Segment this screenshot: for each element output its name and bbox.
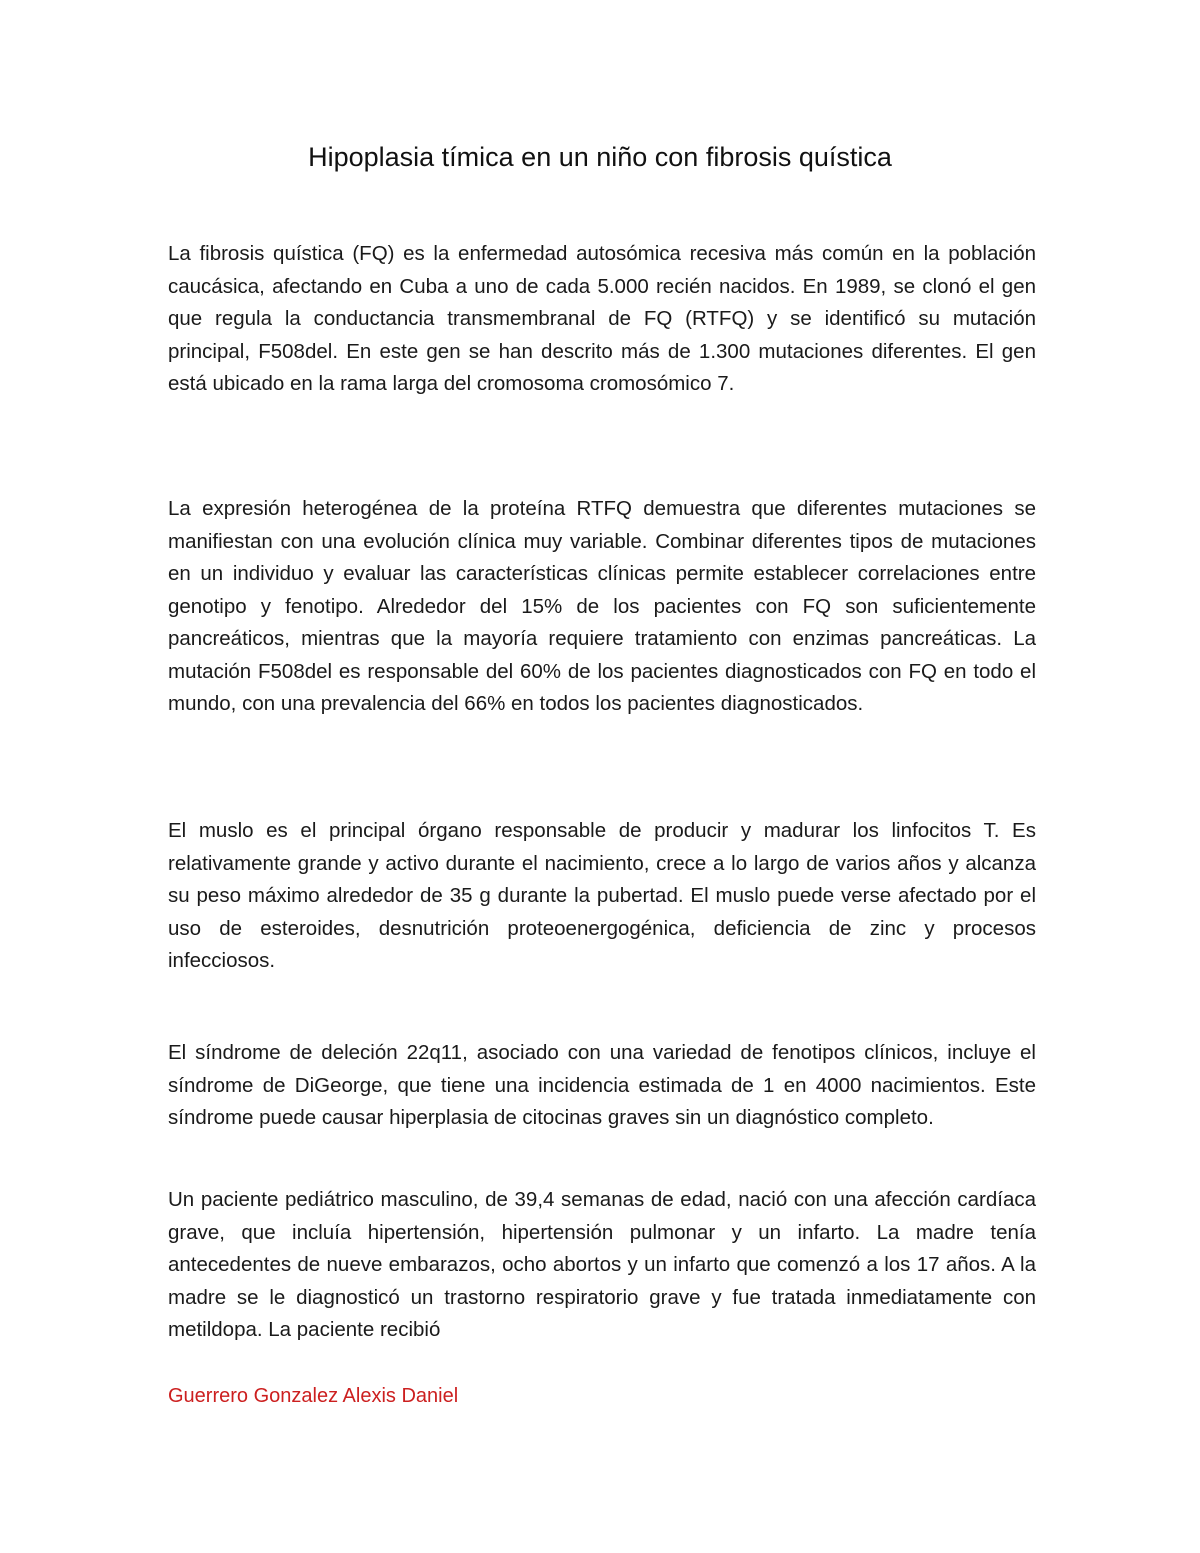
- document-title: Hipoplasia tímica en un niño con fibrosis quística: [308, 142, 892, 172]
- paragraph-thymus: El muslo es el principal órgano responsable de producir y madurar los linfocitos T. Es relativamente grande y activo durante el nacimiento, crece a lo largo de varios años y alcanza su peso máximo alrededor de 35 g durante la pubertad. El muslo puede verse afectado por el uso de esteroides, desnutrición proteoenergogénica, deficiencia de zinc y procesos infecciosos.: [168, 819, 1036, 972]
- paragraph-expression: La expresión heterogénea de la proteína RTFQ demuestra que diferentes mutaciones se manifiestan con una evolución clínica muy variable. Combinar diferentes tipos de mutaciones en un individuo y evaluar las características clínicas permite establecer correlaciones entre genotipo y fenotipo. Alrededor del 15% de los pacientes con FQ son suficientemente pancreáticos, mientras que la mayoría requiere tratamiento con enzimas pancreáticas. La mutación F508del es responsable del 60% de los pacientes diagnosticados con FQ en todo el mundo, con una prevalencia del 66% en todos los pacientes diagnosticados.: [168, 497, 1036, 715]
- paragraph-intro: La fibrosis quística (FQ) es la enfermedad autosómica recesiva más común en la población caucásica, afectando en Cuba a uno de cada 5.000 recién nacidos. En 1989, se clonó el gen que regula la conductancia transmembranal de FQ (RTFQ) y se identificó su mutación principal, F508del. En este gen se han descrito más de 1.300 mutaciones diferentes. El gen está ubicado en la rama larga del cromosoma cromosómico 7.: [168, 242, 1036, 395]
- paragraph-case: Un paciente pediátrico masculino, de 39,4 semanas de edad, nació con una afección cardíaca grave, que incluía hipertensión, hipertensión pulmonar y un infarto. La madre tenía antecedentes de nueve embarazos, ocho abortos y un infarto que comenzó a los 17 años. A la madre se le diagnosticó un trastorno respiratorio grave y fue tratada inmediatamente con metildopa. La paciente recibió: [168, 1188, 1036, 1341]
- author-name: Guerrero Gonzalez Alexis Daniel: [168, 1385, 459, 1407]
- paragraph-syndrome: El síndrome de deleción 22q11, asociado con una variedad de fenotipos clínicos, incluye el síndrome de DiGeorge, que tiene una incidencia estimada de 1 en 4000 nacimientos. Este síndrome puede causar hiperplasia de citocinas graves sin un diagnóstico completo.: [168, 1041, 1036, 1129]
